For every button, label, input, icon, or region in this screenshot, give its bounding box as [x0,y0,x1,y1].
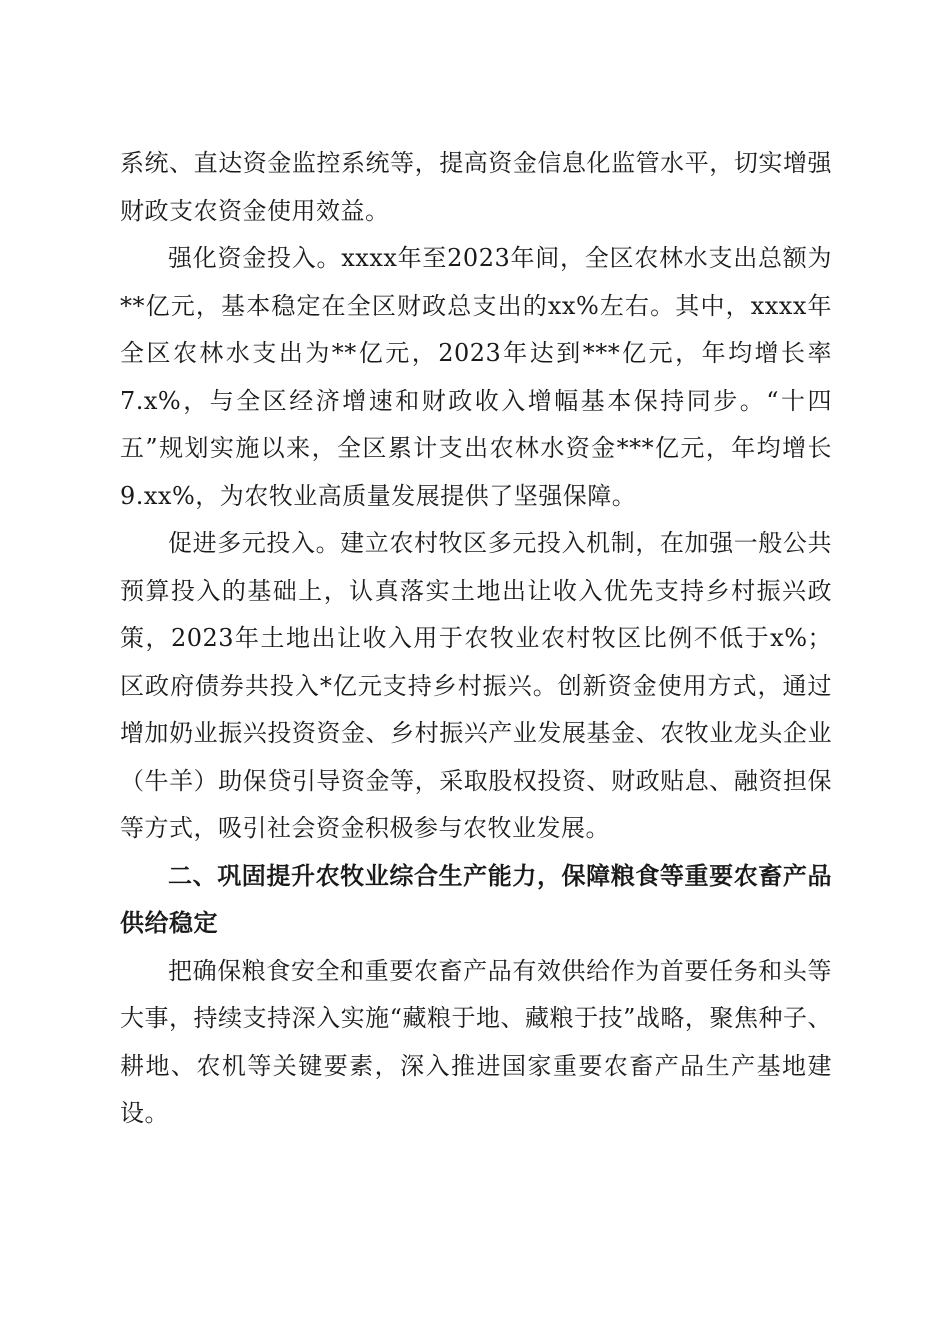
paragraph-continuation: 系统、直达资金监控系统等，提高资金信息化监管水平，切实增强财政支农资金使用效益。 [120,149,832,225]
paragraph-funding-input: 强化资金投入。xxxx年至2023年间，全区农林水支出总额为**亿元，基本稳定在全区财政总支出的xx%左右。其中，xxxx年全区农林水支出为**亿元，2023年达到***亿元，年均增长率7.x%，与全区经济增速和财政收入增幅基本保持同步。“十四五”规划实施以来，全区累计支出农林水资金***亿元，年均增长9.xx%，为农牧业高质量发展提供了坚强保障。 [120,244,832,510]
section-heading: 二、巩固提升农牧业综合生产能力，保障粮食等重要农畜产品供给稳定 [120,861,832,937]
paragraph-food-security: 把确保粮食安全和重要农畜产品有效供给作为首要任务和头等大事，持续支持深入实施“藏粮于地、藏粮于技”战略，聚焦种子、耕地、农机等关键要素，深入推进国家重要农畜产品生产基地建设。 [120,956,832,1127]
paragraph-diversified-input: 促进多元投入。建立农村牧区多元投入机制，在加强一般公共预算投入的基础上，认真落实土地出让收入优先支持乡村振兴政策，2023年土地出让收入用于农牧业农村牧区比例不低于x%；区政府债券共投入*亿元支持乡村振兴。创新资金使用方式，通过增加奶业振兴投资资金、乡村振兴产业发展基金、农牧业龙头企业（牛羊）助保贷引导资金等，采取股权投资、财政贴息、融资担保等方式，吸引社会资金积极参与农牧业发展。 [120,529,832,842]
document-body [120,140,832,1138]
